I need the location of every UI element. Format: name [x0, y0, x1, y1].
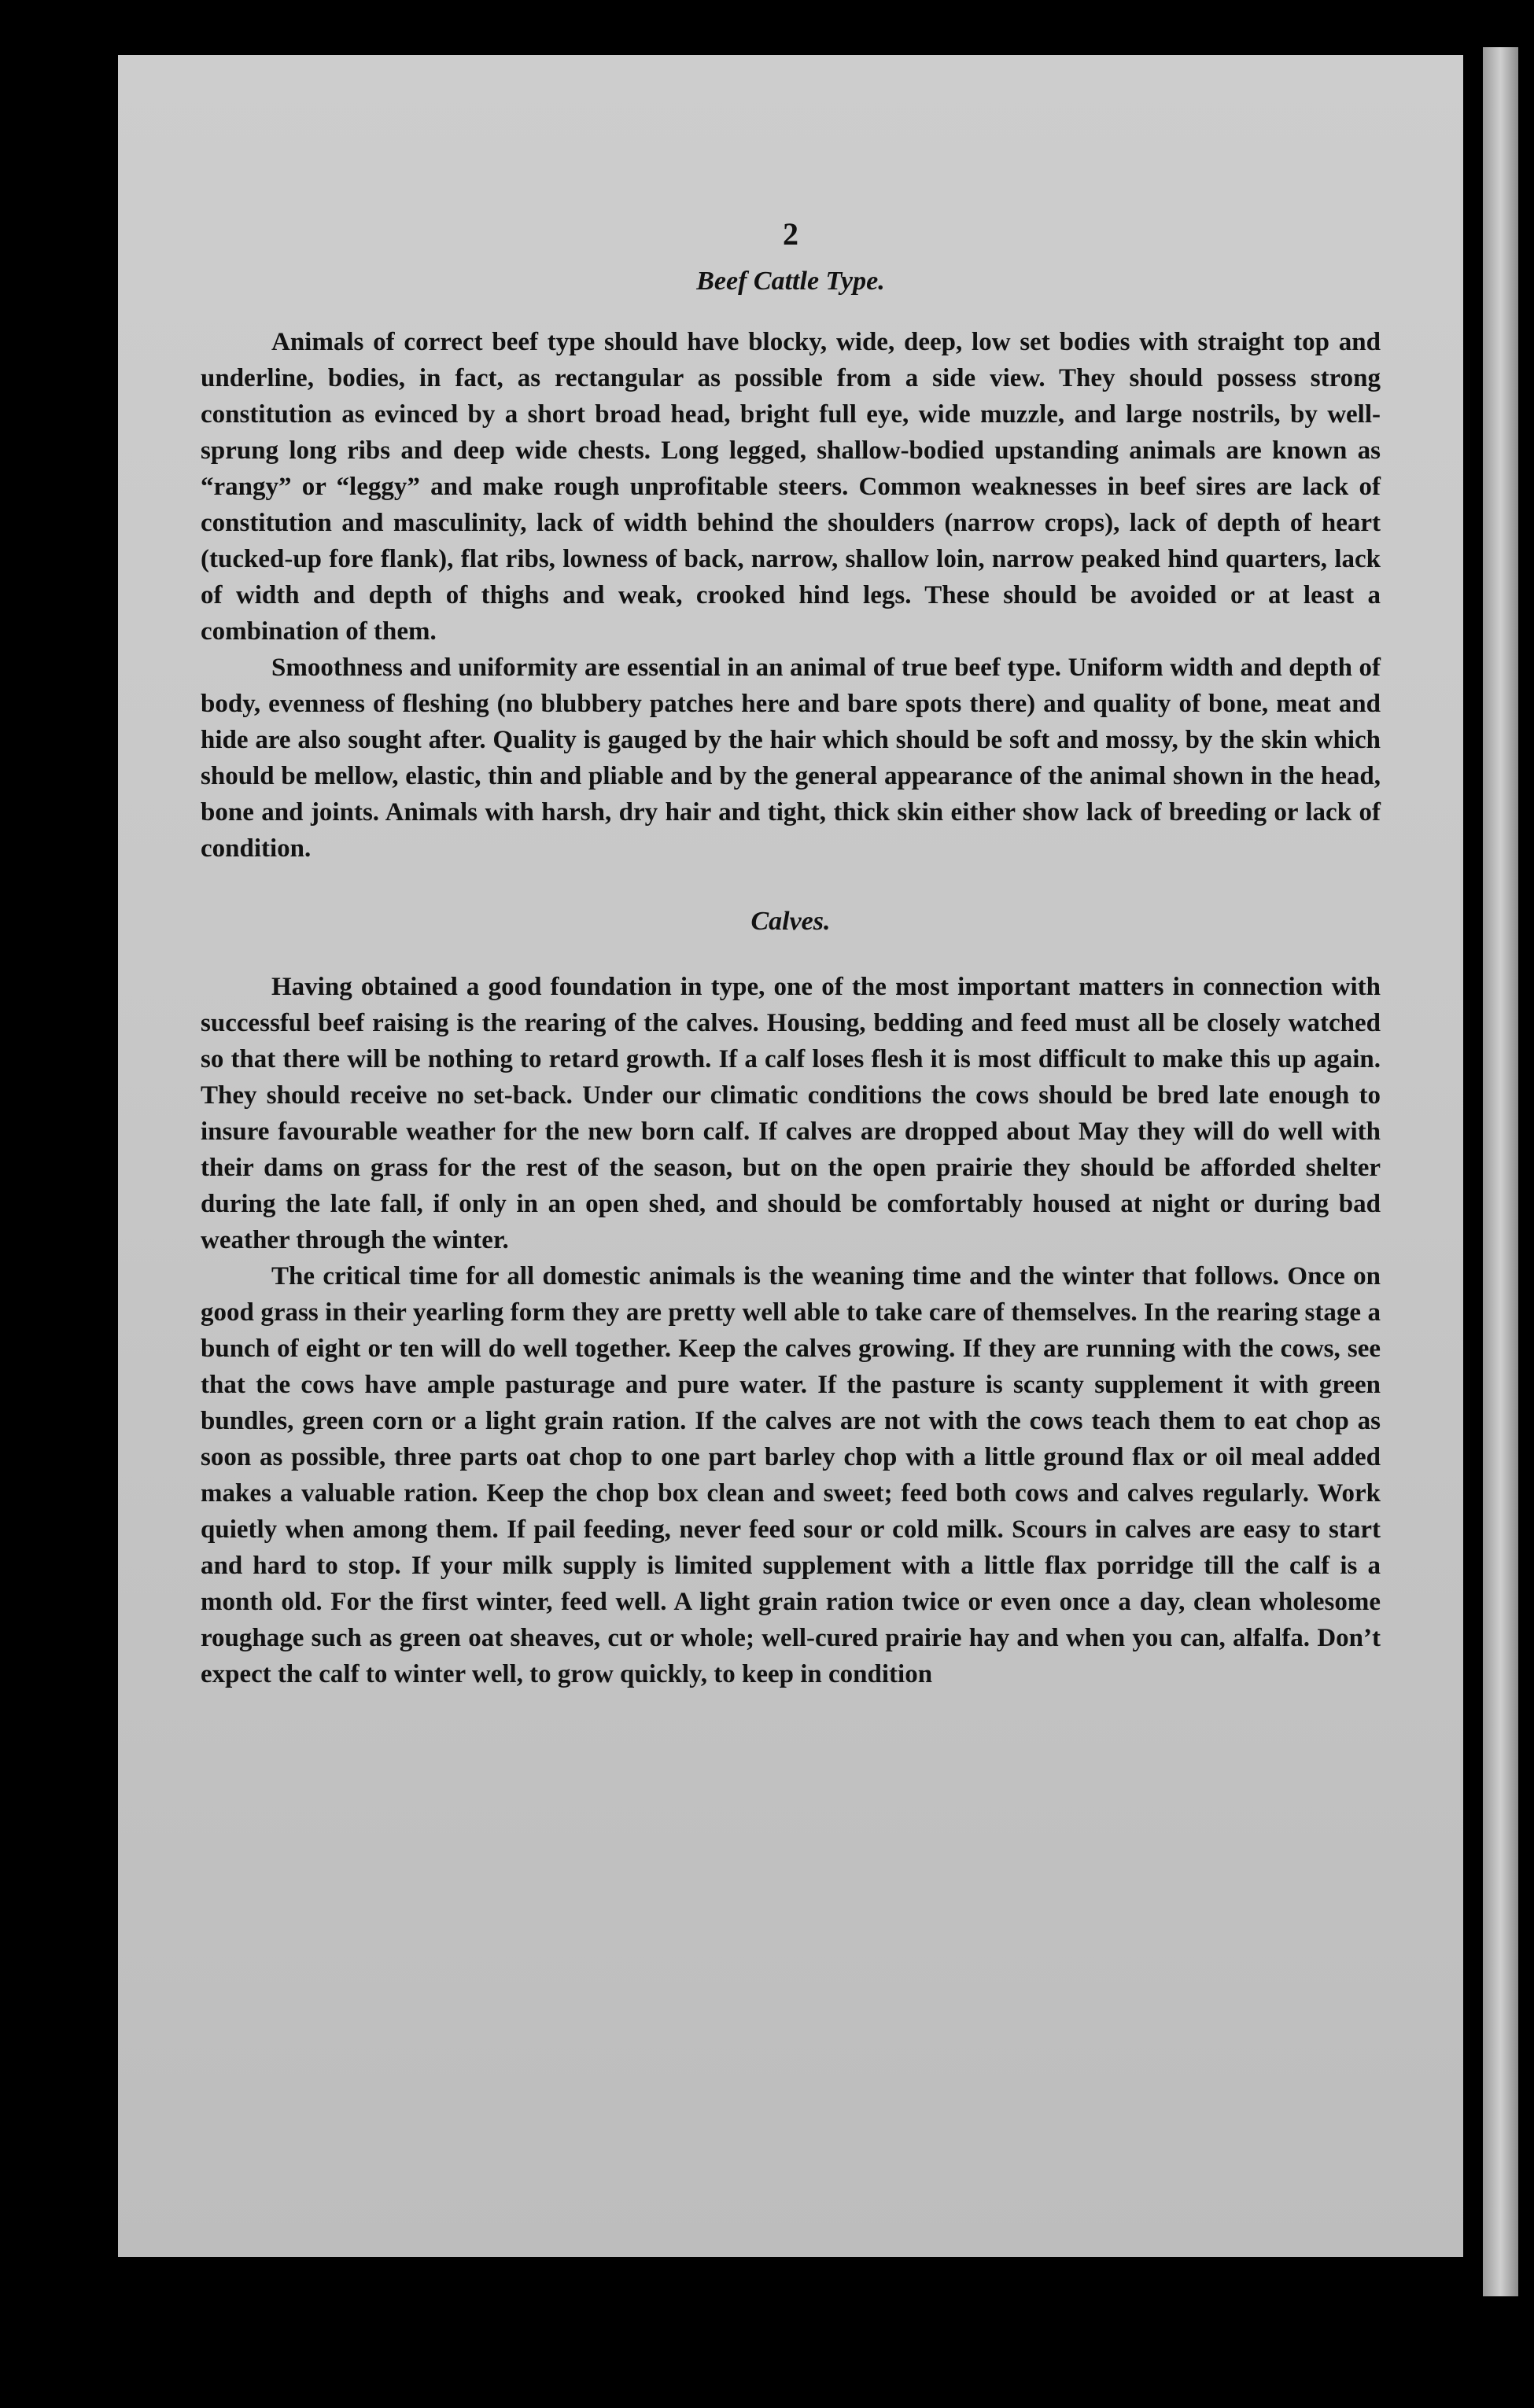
paragraph: Animals of correct beef type should have blocky, wide, deep, low set bodies with straight top and underline, bodies, in fact, as rectangular as possible from a side view. They should possess strong constitution as evinced by a short broad head, bright full eye, wide muzzle, and large nostrils, by well-sprung long ribs and deep wide chests. Long legged, shallow-bodied upstanding animals are known as “rangy” or “leggy” and make rough unprofitable steers. Common weaknesses in beef sires are lack of constitution and masculinity, lack of width behind the shoulders (narrow crops), lack of depth of heart (tucked-up fore flank), flat ribs, lowness of back, narrow, shallow loin, narrow peaked hind quarters, lack of width and depth of thighs and weak, crooked hind legs. These should be avoided or at least a combination of them.	[201, 328, 1381, 646]
page-text	[201, 212, 1381, 1692]
page-number: 2	[783, 216, 798, 252]
adjacent-page-edge	[1483, 47, 1518, 2296]
section-heading-calves: Calves.	[750, 907, 831, 936]
paragraph: The critical time for all domestic animals is the weaning time and the winter that follows. Once on good grass in their yearling form they are pretty well able to take care of themselves. In the rearing stage a bunch of eight or ten will do well together. Keep the calves growing. If they are running with the cows, see that the cows have ample pasturage and pure water. If the pasture is scanty supplement it with green bundles, green corn or a light grain ration. If the calves are not with the cows teach them to eat chop as soon as possible, three parts oat chop to one part barley chop with a little ground flax or oil meal added makes a valuable ration. Keep the chop box clean and sweet; feed both cows and calves regularly. Work quietly when among them. If pail feeding, never feed sour or cold milk. Scours in calves are easy to start and hard to stop. If your milk supply is limited supplement with a little flax porridge till the calf is a month old. For the first winter, feed well. A light grain ration twice or even once a day, clean wholesome roughage such as green oat sheaves, cut or whole; well-cured prairie hay and when you can, alfalfa. Don’t expect the calf to winter well, to grow quickly, to keep in condition	[201, 1262, 1381, 1688]
paragraph: Having obtained a good foundation in type, one of the most important matters in connection with successful beef raising is the rearing of the calves. Housing, bedding and feed must all be closely watched so that there will be nothing to retard growth. If a calf loses flesh it is most difficult to make this up again. They should receive no set-back. Under our climatic conditions the cows should be bred late enough to insure favourable weather for the new born calf. If calves are dropped about May they will do well with their dams on grass for the rest of the season, but on the open prairie they should be afforded shelter during the late fall, if only in an open shed, and should be comfortably housed at night or during bad weather through the winter.	[201, 973, 1381, 1254]
section-heading-beef-cattle-type: Beef Cattle Type.	[696, 267, 885, 296]
paragraph: Smoothness and uniformity are essential in an animal of true beef type. Uniform width and depth of body, evenness of fleshing (no blubbery patches here and bare spots there) and quality of bone, meat and hide are also sought after. Quality is gauged by the hair which should be soft and mossy, by the skin which should be mellow, elastic, thin and pliable and by the general appearance of the animal shown in the head, bone and joints. Animals with harsh, dry hair and tight, thick skin either show lack of breeding or lack of condition.	[201, 654, 1381, 863]
